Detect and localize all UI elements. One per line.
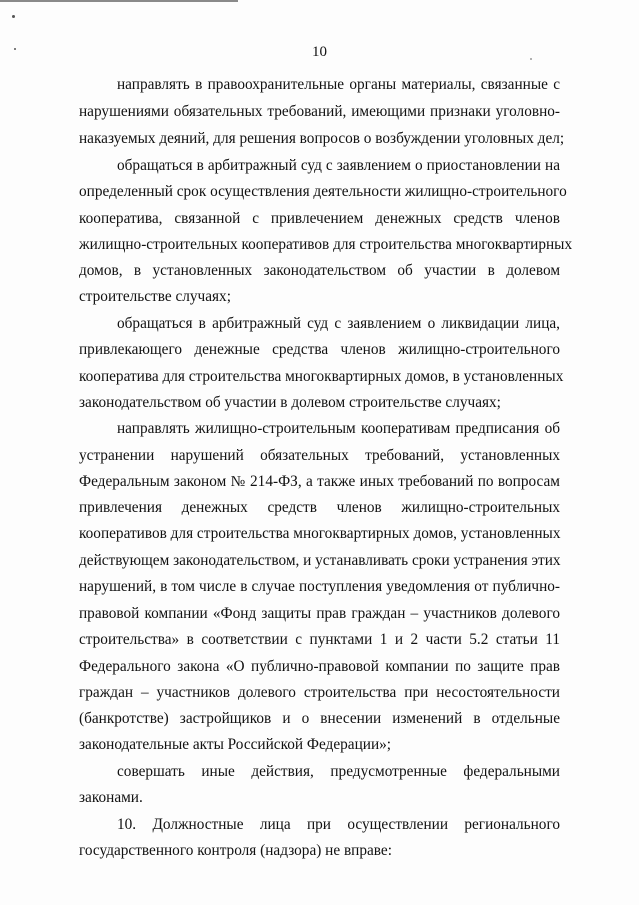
text-line: направлять жилищно-строительным кооперативам предписания об bbox=[117, 420, 560, 437]
text-line: строительства» в соответствии с пунктами 1 и 2 части 5.2 статьи 11 bbox=[79, 631, 560, 648]
text-line: совершать иные действия, предусмотренные федеральными bbox=[117, 763, 560, 780]
text-line: Федерального закона «О публично-правовой компании по защите прав bbox=[79, 658, 560, 675]
text-line: законодательством об участии в долевом строительстве случаях; bbox=[79, 394, 501, 411]
text-line: нарушениями обязательных требований, имеющими признаки уголовно- bbox=[79, 103, 560, 120]
text-line: кооперативов для строительства многоквартирных домов, установленных bbox=[79, 525, 561, 542]
text-line: устранении нарушений обязательных требований, установленных bbox=[79, 447, 560, 464]
scan-edge-line bbox=[0, 0, 238, 2]
text-line: привлечения денежных средств членов жилищно-строительных bbox=[79, 499, 560, 516]
text-line: нарушений, в том числе в случае поступления уведомления от публично- bbox=[79, 578, 560, 595]
text-line: обращаться в арбитражный суд с заявлением о приостановлении на bbox=[117, 157, 560, 174]
text-line: строительстве случаях; bbox=[79, 288, 231, 305]
text-line: определенный срок осуществления деятельности жилищно-строительного bbox=[79, 183, 567, 200]
text-line: законами. bbox=[79, 789, 143, 806]
scan-speck bbox=[12, 15, 15, 18]
text-line: кооператива, связанной с привлечением денежных средств членов bbox=[79, 210, 560, 227]
text-line: кооператива для строительства многоквартирных домов, в установленных bbox=[79, 368, 564, 385]
text-line: государственного контроля (надзора) не вправе: bbox=[79, 842, 392, 859]
text-line: Федеральным законом № 214-ФЗ, а также иных требований по вопросам bbox=[79, 473, 560, 490]
text-line: наказуемых деяний, для решения вопросов о возбуждении уголовных дел; bbox=[79, 130, 565, 147]
text-line: граждан – участников долевого строительства при несостоятельности bbox=[79, 684, 560, 701]
text-line: домов, в установленных законодательством об участии в долевом bbox=[79, 262, 560, 279]
text-line: (банкротстве) застройщиков и о внесении изменений в отдельные bbox=[79, 710, 560, 727]
text-line: направлять в правоохранительные органы материалы, связанные с bbox=[117, 76, 560, 93]
text-line: жилищно-строительных кооперативов для строительства многоквартирных bbox=[79, 236, 573, 253]
text-line: правовой компании «Фонд защиты прав граждан – участников долевого bbox=[79, 605, 560, 622]
page-number: 10 bbox=[312, 44, 327, 60]
text-line: 10. Должностные лица при осуществлении регионального bbox=[117, 816, 560, 833]
text-line: обращаться в арбитражный суд с заявлением о ликвидации лица, bbox=[117, 315, 560, 332]
text-line: действующем законодательством, и устанавливать сроки устранения этих bbox=[79, 552, 561, 569]
text-line: привлекающего денежные средства членов жилищно-строительного bbox=[79, 341, 560, 358]
text-line: законодательные акты Российской Федерации»; bbox=[79, 736, 392, 753]
